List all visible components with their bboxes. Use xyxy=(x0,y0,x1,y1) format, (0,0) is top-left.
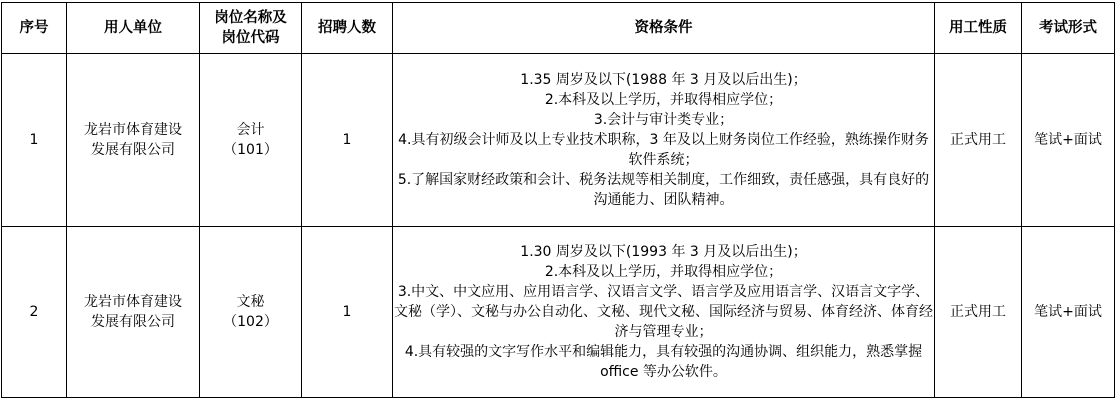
cell-index: 1 xyxy=(2,54,67,227)
requirement-item: 4.具有初级会计师及以上专业技术职称，3 年及以上财务岗位工作经验，熟练操作财务软件系统； xyxy=(398,132,929,168)
cell-employment-type: 正式用工 xyxy=(935,54,1022,227)
cell-employer xyxy=(67,54,200,227)
cell-exam-type: 笔试+面试 xyxy=(1022,54,1115,227)
position-code: （102） xyxy=(223,314,278,330)
employer-line1: 龙岩市体育建设 xyxy=(84,294,182,310)
header-row xyxy=(2,3,1115,54)
cell-headcount: 1 xyxy=(302,54,393,227)
employer-line2: 发展有限公司 xyxy=(91,314,175,330)
requirement-item: 1.35 周岁及以下(1988 年 3 月及以后出生)； xyxy=(520,72,807,88)
requirement-item: 2.本科及以上学历，并取得相应学位； xyxy=(544,92,783,108)
cell-index: 2 xyxy=(2,227,67,398)
requirement-item: 3.中文、中文应用、应用语言学、汉语言文学、语言学及应用语言学、汉语言文字学、文秘（学）、文秘与办公自动化、文秘、现代文秘、国际经济与贸易、体育经济、体育经济与管理专业； xyxy=(394,284,933,340)
recruitment-table xyxy=(1,2,1115,398)
header-exam-type: 考试形式 xyxy=(1022,3,1115,54)
cell-employer xyxy=(67,227,200,398)
header-employer: 用人单位 xyxy=(67,3,200,54)
cell-headcount: 1 xyxy=(302,227,393,398)
cell-exam-type: 笔试+面试 xyxy=(1022,227,1115,398)
employer-line2: 发展有限公司 xyxy=(91,142,175,158)
header-position xyxy=(200,3,302,54)
header-position-line1: 岗位名称及 xyxy=(214,10,287,26)
header-employment-type: 用工性质 xyxy=(935,3,1022,54)
cell-employment-type: 正式用工 xyxy=(935,227,1022,398)
position-name: 会计 xyxy=(236,122,265,138)
requirement-item: 5.了解国家财经政策和会计、税务法规等相关制度，工作细致，责任感强，具有良好的沟通能力、团队精神。 xyxy=(397,172,930,208)
header-requirements: 资格条件 xyxy=(393,3,935,54)
header-position-line2: 岗位代码 xyxy=(221,30,280,46)
position-name: 文秘 xyxy=(236,294,265,310)
employer-line1: 龙岩市体育建设 xyxy=(84,122,182,138)
header-index: 序号 xyxy=(2,3,67,54)
cell-position xyxy=(200,227,302,398)
header-headcount: 招聘人数 xyxy=(302,3,393,54)
requirement-item: 1.30 周岁及以下(1993 年 3 月及以后出生)； xyxy=(520,244,807,260)
cell-requirements xyxy=(393,227,935,398)
cell-position xyxy=(200,54,302,227)
requirement-item: 4.具有较强的文字写作水平和编辑能力，具有较强的沟通协调、组织能力，熟悉掌握 office 等办公软件。 xyxy=(404,344,923,380)
cell-requirements xyxy=(393,54,935,227)
table-row xyxy=(2,227,1115,398)
table-row xyxy=(2,54,1115,227)
requirement-item: 2.本科及以上学历，并取得相应学位； xyxy=(544,264,783,280)
requirement-item: 3.会计与审计类专业； xyxy=(593,112,734,128)
position-code: （101） xyxy=(223,142,278,158)
